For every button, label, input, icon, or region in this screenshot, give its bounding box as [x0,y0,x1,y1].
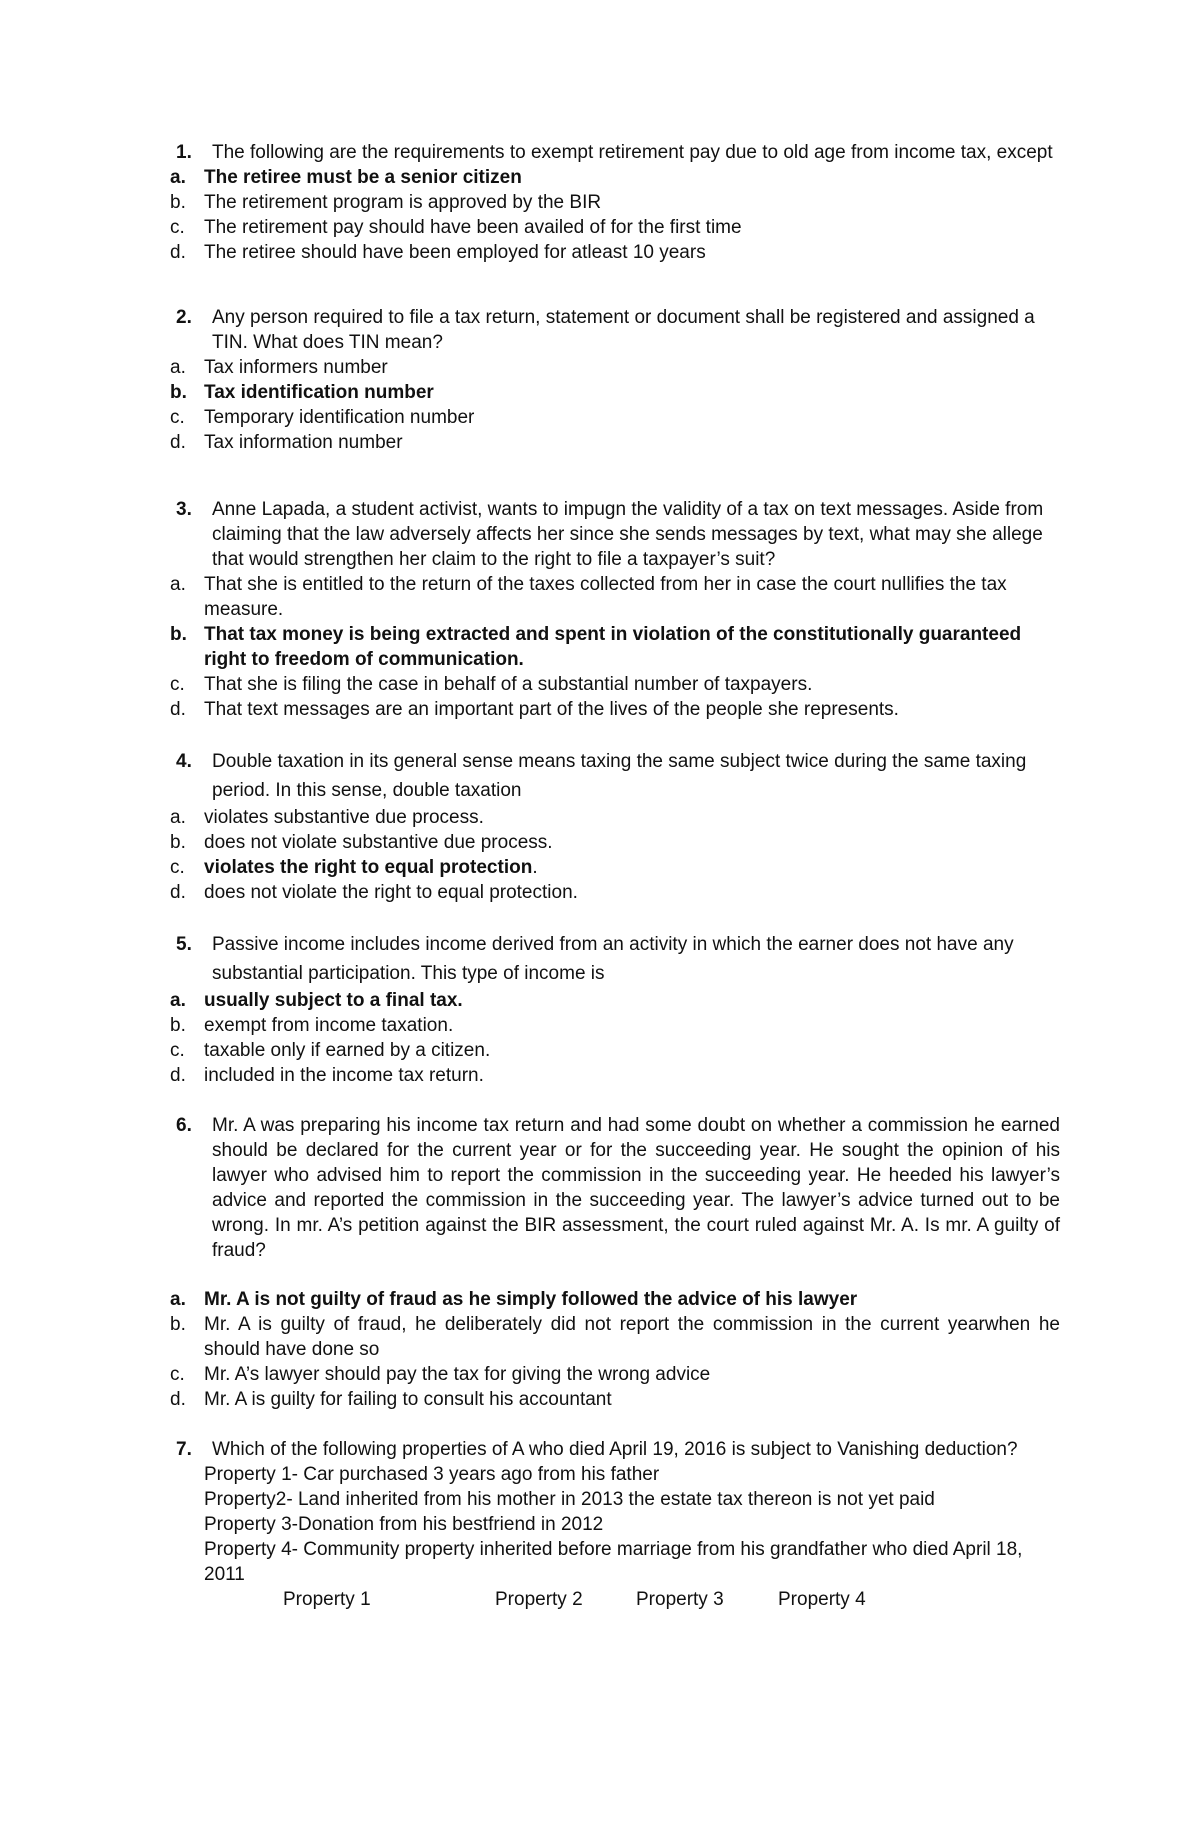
option-text: does not violate the right to equal protection. [204,882,578,903]
option-letter: d. [170,432,186,453]
property-item: Property 3-Donation from his bestfriend in 2012 [204,1514,604,1535]
option-letter: d. [170,882,186,903]
option-letter: d. [170,699,186,720]
question-number: 4. [176,751,192,772]
option-text: included in the income tax return. [204,1065,484,1086]
option-a [170,572,1060,622]
option-text: That she is entitled to the return of the taxes collected from her in case the court nullifies the tax measure. [204,574,1007,620]
question-3 [170,497,1060,722]
option-b-correct [170,380,1060,405]
option-text: does not violate substantive due process. [204,832,553,853]
question-stem [170,140,1060,165]
question-4 [170,747,1060,905]
option-text: taxable only if earned by a citizen. [204,1040,491,1061]
option-text: usually subject to a final tax. [204,990,463,1011]
question-text: The following are the requirements to exempt retirement pay due to old age from income tax, except [212,142,1053,163]
option-d [170,1387,1060,1412]
option-b-correct [170,622,1060,672]
option-text: Temporary identification number [204,407,475,428]
option-letter: b. [170,192,186,213]
question-stem [170,747,1060,805]
question-5 [170,930,1060,1088]
question-number: 7. [176,1439,192,1460]
option-letter: c. [170,217,185,238]
question-text: Anne Lapada, a student activist, wants to impugn the validity of a tax on text messages. Aside from claiming that the law adversely affects her since she sends messages by text, what may she allege that would strengthen her claim to the right to file a taxpayer’s suit? [212,499,1044,570]
option-letter: b. [170,832,186,853]
option-text: Tax information number [204,432,403,453]
option-b [170,1312,1060,1362]
option-text: The retirement pay should have been availed of for the first time [204,217,742,238]
question-text: Mr. A was preparing his income tax return and had some doubt on whether a commission he earned should be declared for the current year or for the succeeding year. He sought the opinion of his lawyer who advised him to report the commission in the succeeding year. He heeded his lawyer’s advice and reported the commission in the succeeding year. The lawyer’s advice turned out to be wrong. In mr. A’s petition against the BIR assessment, the court ruled against Mr. A. Is mr. A guilty of fraud? [212,1115,1060,1261]
property-item: Property2- Land inherited from his mother in 2013 the estate tax thereon is not yet paid [204,1489,935,1510]
option-letter: b. [170,1314,186,1335]
option-d [170,240,1060,265]
option-letter: c. [170,1364,185,1385]
option-trailing-period: . [532,857,538,878]
option-text: exempt from income taxation. [204,1015,454,1036]
option-c [170,405,1060,430]
option-d [170,697,1060,722]
question-stem [170,1113,1060,1263]
question-6 [170,1113,1060,1412]
option-c [170,1362,1060,1387]
question-number: 2. [176,307,192,328]
option-text: That text messages are an important part of the lives of the people she represents. [204,699,899,720]
question-2 [170,305,1060,455]
question-number: 3. [176,499,192,520]
option-c-correct [170,855,1060,880]
question-stem [170,930,1060,988]
option-d [170,430,1060,455]
option-letter: c. [170,407,185,428]
question-7 [170,1437,1060,1612]
question-1 [170,140,1060,265]
option-letter: d. [170,242,186,263]
option-letter: c. [170,857,185,878]
option-b [170,1013,1060,1038]
option-d [170,1063,1060,1088]
question-number: 5. [176,934,192,955]
option-letter: c. [170,674,185,695]
option-letter: b. [170,382,187,403]
option-d [170,880,1060,905]
answer-choice: Property 4 [778,1589,866,1610]
question-number: 6. [176,1115,192,1136]
answer-choice: Property 3 [636,1589,724,1610]
option-a-correct [170,988,1060,1013]
option-letter: a. [170,167,186,188]
option-text: Mr. A is guilty for failing to consult his accountant [204,1389,612,1410]
question-stem [170,1437,1060,1462]
option-letter: d. [170,1065,186,1086]
option-a [170,805,1060,830]
option-letter: a. [170,574,186,595]
option-text: violates substantive due process. [204,807,484,828]
answer-choices [170,1587,1060,1612]
option-a-correct [170,1287,1060,1312]
question-text: Double taxation in its general sense means taxing the same subject twice during the same taxing period. In this sense, double taxation [212,751,1027,801]
option-letter: c. [170,1040,185,1061]
option-b [170,830,1060,855]
option-text: The retiree should have been employed for atleast 10 years [204,242,706,263]
option-b [170,190,1060,215]
option-c [170,1038,1060,1063]
option-text: That tax money is being extracted and spent in violation of the constitutionally guaranteed right to freedom of communication. [204,624,1022,670]
option-letter: a. [170,1289,186,1310]
question-text: Passive income includes income derived from an activity in which the earner does not have any substantial participation. This type of income is [212,934,1014,984]
question-text: Any person required to file a tax return, statement or document shall be registered and assigned a TIN. What does TIN mean? [212,307,1035,353]
option-letter: d. [170,1389,186,1410]
property-item: Property 4- Community property inherited before marriage from his grandfather who died April 18, 2011 [204,1539,1023,1585]
option-c [170,672,1060,697]
option-letter: b. [170,624,187,645]
option-text: Mr. A’s lawyer should pay the tax for giving the wrong advice [204,1364,711,1385]
question-stem [170,305,1060,355]
option-text: Mr. A is not guilty of fraud as he simply followed the advice of his lawyer [204,1289,858,1310]
question-text: Which of the following properties of A who died April 19, 2016 is subject to Vanishing deduction? [212,1439,1018,1460]
property-list [170,1462,1060,1587]
option-text: violates the right to equal protection [204,857,533,878]
option-letter: a. [170,357,186,378]
question-stem [170,497,1060,572]
option-text: The retiree must be a senior citizen [204,167,522,188]
option-a [170,355,1060,380]
answer-choice: Property 2 [495,1589,583,1610]
question-number: 1. [176,142,192,163]
option-text: Mr. A is guilty of fraud, he deliberately did not report the commission in the current yearwhen he should have done so [204,1314,1060,1360]
option-letter: a. [170,990,186,1011]
option-letter: b. [170,1015,186,1036]
option-text: The retirement program is approved by the BIR [204,192,602,213]
answer-choice: Property 1 [283,1589,371,1610]
option-a-correct [170,165,1060,190]
quiz-document [170,140,1060,1652]
option-letter: a. [170,807,186,828]
option-text: Tax identification number [204,382,434,403]
option-c [170,215,1060,240]
property-item: Property 1- Car purchased 3 years ago from his father [204,1464,660,1485]
option-text: That she is filing the case in behalf of a substantial number of taxpayers. [204,674,813,695]
option-text: Tax informers number [204,357,388,378]
